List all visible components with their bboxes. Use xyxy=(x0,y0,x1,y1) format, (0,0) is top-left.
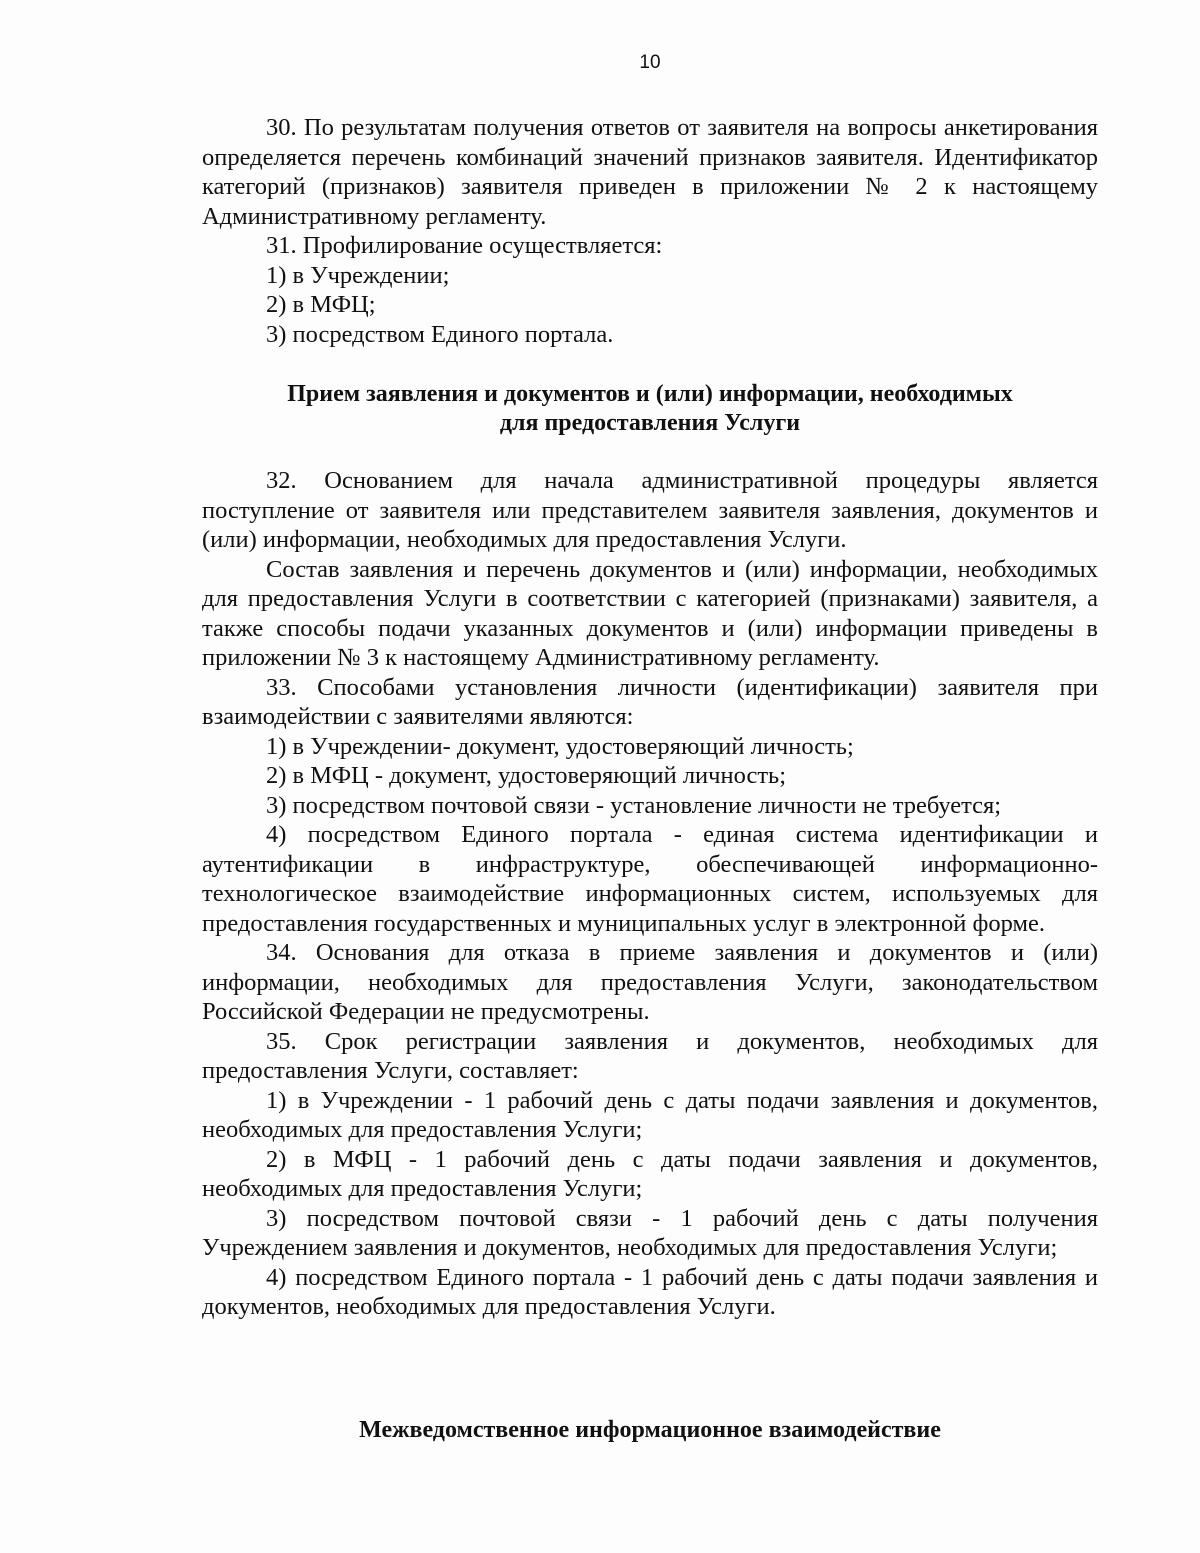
list-item: 2) в МФЦ; xyxy=(266,291,376,318)
section-heading: Межведомственное информационное взаимодействие xyxy=(359,1417,941,1443)
list-item: 2) в МФЦ - 1 рабочий день с даты подачи заявления и документов, необходимых для предоставления Услуги; xyxy=(202,1145,1098,1202)
paragraph-34: 34. Основания для отказа в приеме заявления и документов и (или) информации, необходимых для предоставления Услуги, законодательством Российской Федерации не предусмотрены. xyxy=(202,939,1098,1025)
list-item: 2) в МФЦ - документ, удостоверяющий личность; xyxy=(266,762,787,789)
paragraph-composition: Состав заявления и перечень документов и (или) информации, необходимых для предоставления Услуги в соответствии с категорией (признаками) заявителя, а также способы подачи указанных документов и (или) информации приведены в приложении № 3 к настоящему Административному регламенту. xyxy=(202,555,1098,671)
section-heading-interagency xyxy=(202,1416,1098,1445)
list-item: 1) в Учреждении - 1 рабочий день с даты подачи заявления и документов, необходимых для предоставления Услуги; xyxy=(202,1086,1098,1143)
section-heading-reception xyxy=(202,380,1098,438)
paragraph-30: 30. По результатам получения ответов от заявителя на вопросы анкетирования определяется перечень комбинаций значений признаков заявителя. Идентификатор категорий (признаков) заявителя приведен в приложении № 2 к настоящему Административному регламенту. xyxy=(202,114,1098,230)
paragraph-32: 32. Основанием для начала административной процедуры является поступление от заявителя или представителем заявителя заявления, документов и (или) информации, необходимых для предоставления Услуги. xyxy=(202,467,1098,553)
heading-line-2: для предоставления Услуги xyxy=(499,410,801,436)
list-item: 4) посредством Единого портала - 1 рабочий день с даты подачи заявления и документов, необходимых для предоставления Услуги. xyxy=(202,1263,1098,1320)
list-item: 3) посредством почтовой связи - 1 рабочий день с даты получения Учреждением заявления и документов, необходимых для предоставления Услуги; xyxy=(202,1204,1098,1261)
page-number: 10 xyxy=(639,52,661,73)
paragraph-35: 35. Срок регистрации заявления и документов, необходимых для предоставления Услуги, составляет: xyxy=(202,1027,1098,1084)
section-profiling xyxy=(202,113,1098,349)
paragraph-33: 33. Способами установления личности (идентификации) заявителя при взаимодействии с заявителями являются: xyxy=(202,673,1098,730)
list-item: 3) посредством почтовой связи - установление личности не требуется; xyxy=(266,791,1002,819)
list-item: 1) в Учреждении- документ, удостоверяющий личность; xyxy=(266,732,854,760)
list-item: 1) в Учреждении; xyxy=(266,261,450,289)
section-heading xyxy=(202,380,1098,438)
heading-line-1: Прием заявления и документов и (или) информации, необходимых xyxy=(287,381,1013,407)
section-reception xyxy=(202,466,1098,1322)
list-item: 3) посредством Единого портала. xyxy=(266,320,614,348)
paragraph-31: 31. Профилирование осуществляется: xyxy=(266,232,663,259)
list-item: 4) посредством Единого портала - единая система идентификации и аутентификации в инфраструктуре, обеспечивающей информационно-технологическое взаимодействие информационных систем, используемых для предоставления государственных и муниципальных услуг в электронной форме. xyxy=(202,821,1098,937)
